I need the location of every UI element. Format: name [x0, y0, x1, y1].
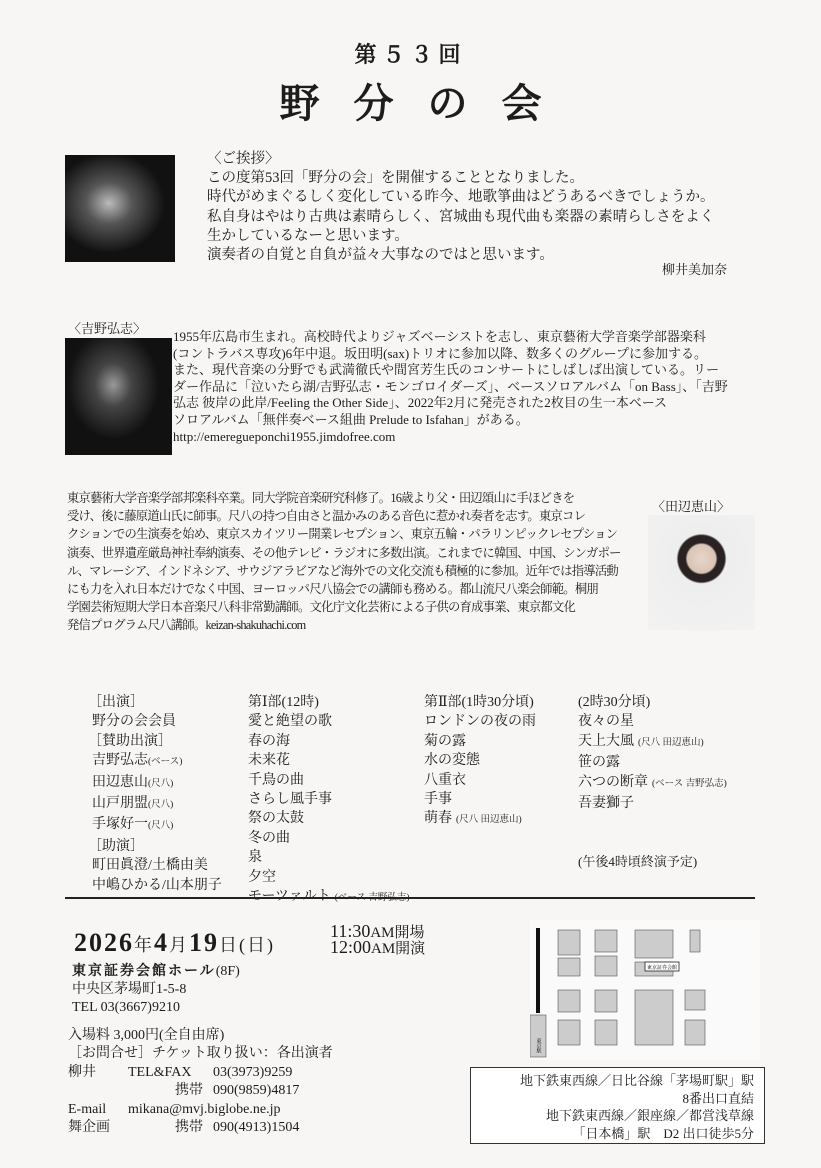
piece-note: (尺八 田辺恵山): [456, 815, 522, 826]
piece-note: (ベース 吉野弘志): [652, 778, 727, 789]
piece-title: 祭の太鼓: [248, 811, 304, 827]
open-label: AM開場: [370, 925, 425, 941]
greeting: [207, 150, 715, 265]
program-piece: [578, 732, 727, 753]
piece-title: 冬の曲: [248, 830, 290, 846]
edition-number: 第５３回: [354, 42, 467, 67]
program-piece: [424, 771, 536, 790]
guest-instrument: (尺八): [148, 800, 174, 811]
mobile-label: 携帯: [175, 1120, 203, 1136]
guest: [88, 773, 222, 794]
program-part2: [424, 693, 536, 831]
program-piece: [578, 794, 727, 813]
mobile-number[interactable]: 090(9859)4817: [213, 1083, 300, 1099]
program-piece: [424, 732, 536, 751]
performers-heading: ［出演］: [88, 695, 144, 710]
program-piece: [424, 790, 536, 809]
greeting-signature: 柳井美加奈: [662, 262, 728, 277]
guest-instrument: (尺八): [148, 821, 174, 832]
bio-line: 東京藝術大学音楽学部邦楽科卒業。同大学院音楽研究科修了。16歳より父・田辺頌山に手ほどきを: [67, 491, 575, 505]
bio-line: 学園芸術短期大学日本音楽尺八科非常勤講師。文化庁文化芸術による子供の育成事業、東京都文化: [67, 600, 576, 615]
event-title: 野分の会: [279, 81, 576, 126]
piece-title: 菊の露: [424, 733, 466, 749]
contact-name: 柳井: [68, 1064, 96, 1080]
bio-line: ダー作品に「泣いたら湖/吉野弘志・モンゴロイダーズ」、ベースソロアルバム「on Bass」、「吉野: [173, 378, 728, 394]
access-map: [530, 920, 760, 1060]
bio-line: 1955年広島市生まれ。高校時代よりジャズベーシストを志し、東京藝術大学音楽学部器楽科: [173, 329, 706, 344]
piece-note: (尺八 田辺恵山): [638, 737, 704, 748]
greeting-line: 私自身はやはり古典は素晴らしく、宮城曲も現代曲も楽器の素晴らしさをよく: [207, 208, 715, 225]
program-piece: [424, 712, 536, 731]
piece-title: 夕空: [248, 869, 276, 885]
access-line: 「日本橋」駅 D2 出口徒歩5分: [572, 1125, 754, 1141]
map-station-label: 東京駅: [535, 1038, 541, 1053]
divider: [65, 897, 755, 899]
program-piece: [424, 751, 536, 770]
venue-name: 東京証券会館ホール: [72, 964, 216, 979]
month-unit: 月: [169, 935, 189, 955]
bio-yoshino: [173, 329, 728, 445]
program-piece: [248, 712, 409, 731]
program-piece: [248, 751, 409, 770]
access-directions: [470, 1067, 765, 1144]
guest-name: 田辺恵山: [92, 774, 148, 790]
guest: [88, 794, 222, 815]
piece-title: 笹の露: [578, 755, 620, 771]
guest-name: 吉野弘志: [92, 753, 148, 769]
piece-title: 天上大風: [578, 733, 634, 749]
email-address[interactable]: mikana@mvj.biglobe.ne.jp: [128, 1101, 281, 1117]
program-part1: [248, 693, 409, 908]
bio-line: 受け、後に藤原道山氏に師事。尺八の持つ自由さと温かみのある音色に惹かれ奏者を志す。東京コレ: [67, 509, 586, 524]
piece-title: 手事: [424, 792, 452, 808]
venue-info: [72, 963, 240, 1017]
year: 2026: [74, 928, 134, 957]
bio-line: クションでの生演奏を始め、東京スカイツリー開業レセプション、東京五輪・パラリンピックレセプション: [67, 527, 618, 542]
bio-line: ソロアルバム「無伴奏ベース組曲 Prelude to Isfahan」がある。: [173, 411, 529, 427]
open-time: 11:30: [330, 921, 371, 941]
event-times: [330, 921, 426, 957]
start-time: 12:00: [330, 937, 372, 957]
piece-title: 未来花: [248, 753, 290, 769]
performer: 野分の会会員: [92, 714, 176, 730]
guest-name: 山戸朋盟: [92, 796, 148, 812]
guest-instrument: (尺八): [148, 778, 174, 789]
telfax-label: TEL&FAX: [128, 1064, 192, 1080]
piece-title: 吾妻獅子: [578, 796, 634, 812]
greeting-line: 時代がめまぐるしく変化している昨今、地歌箏曲はどうあるべきでしょうか。: [207, 189, 715, 206]
start-label: AM開演: [371, 941, 426, 957]
program-piece: [248, 732, 409, 751]
bio-tanabe: [67, 489, 639, 635]
guests-heading: ［賛助出演］: [88, 733, 172, 749]
piece-title: 水の変態: [424, 753, 480, 769]
bio-line: ル、マレーシア、インドネシア、サウジアラビアなど海外での文化交流も積極的に参加。近年では指導活動: [67, 563, 618, 578]
email-label: E-mail: [68, 1101, 107, 1117]
bio-line: にも力を入れ日本だけでなく中国、ヨーロッパ尺八協会での講師も務める。都山流尺八楽会師範。桐朋: [67, 582, 598, 597]
guest-instrument: (ベース): [148, 757, 183, 768]
bio-url[interactable]: http://emeregueponchi1955.jimdofree.com: [173, 428, 396, 444]
program-part3: [578, 693, 727, 813]
telfax-number[interactable]: 03(3973)9259: [213, 1064, 293, 1080]
contact-info: [68, 1027, 333, 1137]
piece-title: さらし風手事: [248, 792, 332, 808]
contact-name: 舞企画: [68, 1120, 110, 1136]
year-unit: 年: [134, 935, 154, 955]
access-line: 8番出口直結: [682, 1090, 754, 1106]
bio-label-tanabe: 〈田辺恵山〉: [652, 499, 731, 514]
mobile-number[interactable]: 090(4913)1504: [213, 1120, 300, 1136]
program-piece: [248, 829, 409, 848]
program-piece: [248, 790, 409, 809]
venue-floor: (8F): [215, 964, 240, 979]
day-unit: 日: [219, 935, 239, 955]
piece-title: 春の海: [248, 733, 290, 749]
program-piece: [248, 868, 409, 887]
access-line: 地下鉄東西線／銀座線／都営浅草線: [545, 1108, 754, 1123]
bio-line: (コントラバス専攻)6年中退。坂田明(sax)トリオに参加以降、数多くのグループに参加する。: [173, 345, 707, 361]
performers: [88, 693, 222, 895]
program-piece: [248, 771, 409, 790]
program-piece: [248, 848, 409, 867]
piece-title: 泉: [248, 850, 262, 866]
bio-label-yoshino: 〈吉野弘志〉: [68, 321, 147, 336]
koto-player-photo: [65, 155, 175, 262]
program-heading: 第Ⅰ部(12時): [248, 695, 319, 710]
piece-title: 六つの断章: [578, 774, 648, 790]
piece-title: 愛と絶望の歌: [248, 714, 332, 730]
program-piece: [424, 809, 536, 830]
assist-heading: ［助演］: [88, 838, 144, 854]
assistant: 中嶋ひかる/山本朋子: [92, 877, 222, 893]
end-time: (午後4時頃終演予定): [578, 854, 698, 869]
inquiry-heading: ［お問合せ］チケット取り扱い：各出演者: [68, 1046, 333, 1062]
program-piece: [578, 753, 727, 772]
program-heading: (2時30分頃): [578, 695, 651, 710]
greeting-line: この度第53回「野分の会」を開催することとなりました。: [207, 170, 584, 187]
assistant: 町田眞澄/土橋由美: [92, 858, 208, 874]
mobile-label: 携帯: [175, 1083, 203, 1099]
piece-title: ロンドンの夜の雨: [424, 714, 536, 730]
weekday: (日): [239, 935, 275, 955]
piece-title: 夜々の星: [578, 714, 634, 730]
program-piece: [578, 712, 727, 731]
venue-tel: TEL 03(3667)9210: [72, 1000, 180, 1015]
map-venue-label: 東京証券会館: [646, 966, 678, 971]
bio-line: 弘志 彼岸の此岸/Feeling the Other Side」、2022年2月に発売された2枚目の生一本ベース: [173, 395, 668, 411]
greeting-line: 演奏者の自覚と自負が益々大事なのではと思います。: [207, 247, 554, 264]
program-piece: [578, 773, 727, 794]
bio-line: 発信プログラム尺八講師。keizan-shakuhachi.com: [67, 618, 306, 633]
guest: [88, 751, 222, 772]
shakuhachi-player-photo: [648, 515, 755, 630]
bio-line: また、現代音楽の分野でも武満徹氏や間宮芳生氏のコンサートにしばしば出演している。リー: [173, 362, 720, 378]
greeting-line: 生かしているなーと思います。: [207, 227, 409, 244]
bassist-photo: [65, 338, 172, 455]
admission-fee: 入場料 3,000円(全自由席): [68, 1028, 225, 1043]
access-line: 地下鉄東西線／日比谷線「茅場町駅」駅: [519, 1073, 754, 1088]
month: 4: [154, 928, 169, 957]
program-piece: [248, 809, 409, 828]
venue-address: 中央区茅場町1-5-8: [72, 982, 187, 997]
piece-title: 八重衣: [424, 772, 466, 788]
guest: [88, 815, 222, 836]
day: 19: [189, 928, 219, 957]
bio-line: 演奏、世界遺産厳島神社奉納演奏、その他テレビ・ラジオに多数出演。これまでに韓国、中国、シンガポー: [67, 545, 621, 560]
greeting-heading: 〈ご挨拶〉: [207, 151, 280, 167]
piece-title: 萌春: [424, 811, 452, 827]
piece-title: 千鳥の曲: [248, 772, 304, 788]
event-date: [74, 928, 275, 958]
guest-name: 手塚好一: [92, 817, 148, 833]
program-heading: 第Ⅱ部(1時30分頃): [424, 695, 534, 710]
